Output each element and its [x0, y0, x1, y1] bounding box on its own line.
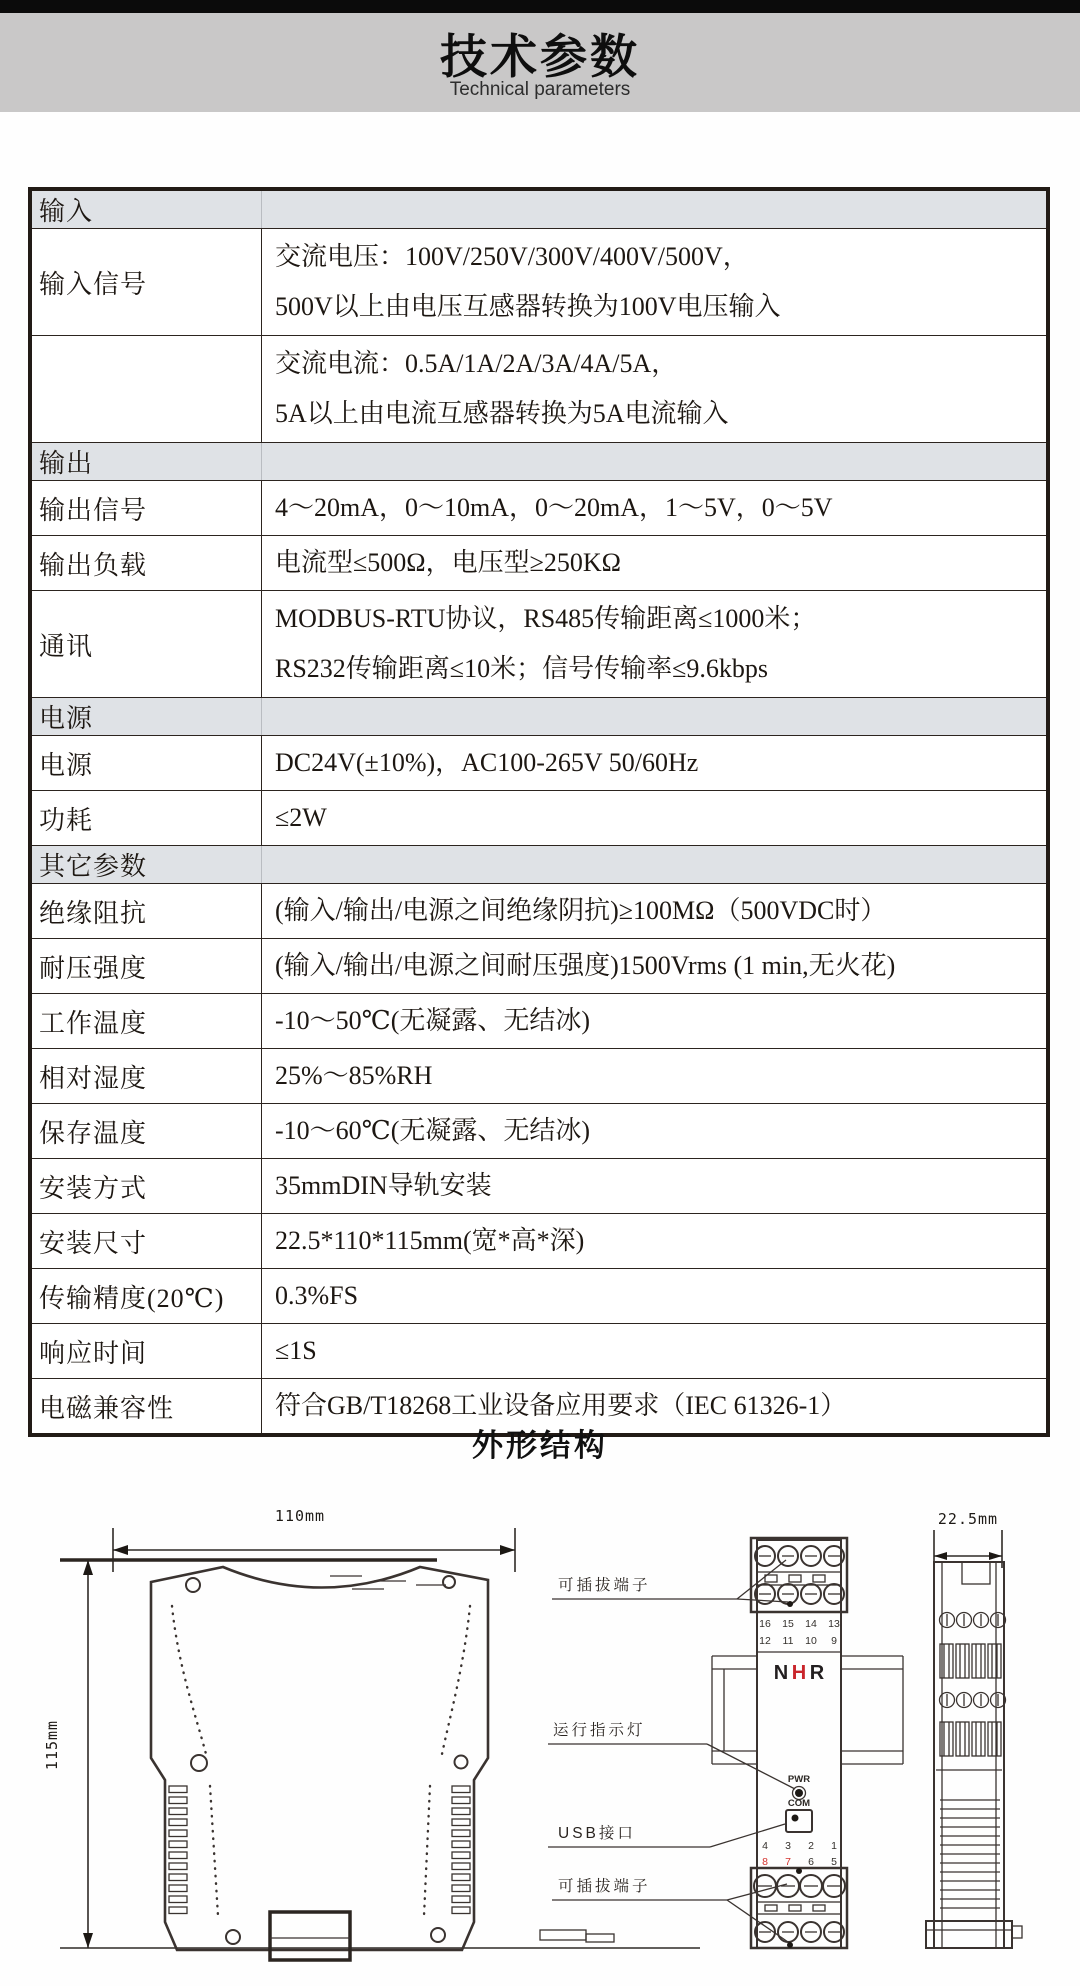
svg-text:6: 6: [808, 1856, 814, 1868]
spec-value: [262, 1049, 1046, 1103]
spec-value-line: -10～60℃(无凝露、无结冰): [275, 1116, 591, 1145]
svg-text:运行指示灯: 运行指示灯: [553, 1722, 646, 1739]
spec-label: 响应时间: [32, 1324, 262, 1378]
svg-text:4: 4: [762, 1840, 768, 1852]
spec-value-line: 5A以上由电流互感器转换为5A电流输入: [275, 399, 729, 428]
spec-value-line: 交流电压：100V/250V/300V/400V/500V，: [275, 242, 749, 271]
terminal-block-bottom: [751, 1868, 847, 1948]
spec-value: [262, 443, 1046, 480]
callout-pluggable-terminal-top: [552, 1560, 788, 1602]
dim-22-5mm-label: 22.5mm: [937, 1510, 999, 1528]
spec-row: [32, 735, 1046, 790]
dim-110mm-label: 110mm: [274, 1507, 326, 1525]
module-narrow-side-view: [926, 1510, 1022, 1948]
spec-value: [262, 1269, 1046, 1323]
spec-value-line: 电流型≤500Ω，电压型≥250KΩ: [275, 548, 621, 577]
spec-value-line: 交流电流：0.5A/1A/2A/3A/4A/5A，: [275, 349, 678, 378]
spec-table: [28, 187, 1050, 1437]
spec-row: [32, 1158, 1046, 1213]
spec-row: [32, 1268, 1046, 1323]
svg-text:16: 16: [759, 1618, 771, 1630]
spec-label: 其它参数: [32, 846, 262, 883]
spec-label: 相对湿度: [32, 1049, 262, 1103]
spec-label: 输出: [32, 443, 262, 480]
logo-letter-r: R: [809, 1662, 825, 1684]
spec-label: 电源: [32, 736, 262, 790]
page-subtitle: Technical parameters: [449, 79, 631, 100]
spec-section-row: [32, 697, 1046, 735]
dim-115mm-label: 115mm: [43, 1719, 61, 1771]
spec-value-line: ≤1S: [275, 1336, 317, 1365]
logo-letter-h: H: [791, 1662, 807, 1684]
spec-label: [32, 336, 262, 442]
svg-text:14: 14: [805, 1618, 817, 1630]
spec-value: [262, 736, 1046, 790]
spec-value-line: 4～20mA，0～10mA，0～20mA，1～5V，0～5V: [275, 493, 833, 522]
spec-label: 安装方式: [32, 1159, 262, 1213]
spec-value-line: -10～50℃(无凝露、无结冰): [275, 1006, 591, 1035]
svg-text:10: 10: [805, 1635, 817, 1647]
svg-text:USB接口: USB接口: [558, 1825, 636, 1842]
top-black-bar: [0, 0, 1080, 13]
spec-value: [262, 481, 1046, 535]
spec-value-line: 符合GB/T18268工业设备应用要求（IEC 61326-1）: [275, 1391, 847, 1420]
usb-port: [786, 1798, 812, 1832]
spec-value-line: 25%～85%RH: [275, 1061, 433, 1090]
callout-pluggable-terminal-bottom: [552, 1876, 788, 1942]
narrow-plug-block2: [940, 1722, 1001, 1756]
spec-value-line: DC24V(±10%)，AC100-265V 50/60Hz: [275, 748, 699, 777]
svg-text:11: 11: [782, 1635, 794, 1647]
spec-label: 输入信号: [32, 229, 262, 335]
spec-value: [262, 1214, 1046, 1268]
spec-value: [262, 939, 1046, 993]
outline-structure-diagram: [0, 1486, 1080, 1986]
svg-text:7: 7: [785, 1856, 791, 1868]
logo-letter-n: N: [773, 1662, 789, 1684]
spec-label: 功耗: [32, 791, 262, 845]
callout-usb-port: [548, 1824, 785, 1847]
spec-row: [32, 938, 1046, 993]
spec-value: [262, 336, 1046, 442]
pwr-label: PWR: [787, 1774, 811, 1785]
spec-row: [32, 1213, 1046, 1268]
svg-text:可插拔端子: 可插拔端子: [558, 1878, 651, 1895]
spec-section-row: [32, 191, 1046, 228]
spec-value: [262, 791, 1046, 845]
module-side-view: [151, 1567, 614, 1960]
spec-label: 电源: [32, 698, 262, 735]
spec-section-row: [32, 442, 1046, 480]
spec-value-line: 35mmDIN导轨安装: [275, 1171, 492, 1200]
spec-value: [262, 191, 1046, 228]
din-rail: [712, 1656, 903, 1764]
spec-row: [32, 335, 1046, 442]
spec-row: [32, 535, 1046, 590]
svg-text:13: 13: [828, 1618, 840, 1630]
spec-value: [262, 1104, 1046, 1158]
terminal-numbers-bottom: [762, 1840, 837, 1868]
spec-label: 电磁兼容性: [32, 1379, 262, 1433]
spec-value-line: (输入/输出/电源之间耐压强度)1500Vrms (1 min,无火花): [275, 951, 896, 980]
spec-label: 输入: [32, 191, 262, 228]
spec-value-line: 22.5*110*115mm(宽*高*深): [275, 1226, 585, 1255]
spec-label: 耐压强度: [32, 939, 262, 993]
svg-text:5: 5: [831, 1856, 837, 1868]
narrow-din-foot: [926, 1921, 1022, 1948]
spec-label: 输出信号: [32, 481, 262, 535]
spec-label: 保存温度: [32, 1104, 262, 1158]
spec-label: 通讯: [32, 591, 262, 697]
side-vents-right: [452, 1786, 470, 1914]
narrow-plug-block1: [940, 1644, 1001, 1678]
page-title: 技术参数: [440, 30, 640, 83]
spec-value-line: ≤2W: [275, 803, 327, 832]
spec-label: 绝缘阻抗: [32, 884, 262, 938]
spec-value: [262, 994, 1046, 1048]
outline-section-title: 外形结构: [472, 1428, 608, 1463]
svg-text:12: 12: [759, 1635, 771, 1647]
spec-row: [32, 590, 1046, 697]
spec-value-line: (输入/输出/电源之间绝缘阴抗)≥100MΩ（500VDC时）: [275, 896, 887, 925]
spec-value: [262, 884, 1046, 938]
terminal-numbers-top: [759, 1618, 840, 1647]
spec-value: [262, 846, 1046, 883]
spec-row: [32, 480, 1046, 535]
spec-value: [262, 591, 1046, 697]
dimension-110mm: [113, 1507, 515, 1572]
spec-row: [32, 1103, 1046, 1158]
spec-value: [262, 1324, 1046, 1378]
spec-value-line: 500V以上由电压互感器转换为100V电压输入: [275, 292, 781, 321]
spec-label: 安装尺寸: [32, 1214, 262, 1268]
spec-value-line: 0.3%FS: [275, 1281, 359, 1310]
svg-text:15: 15: [782, 1618, 794, 1630]
spec-row: [32, 228, 1046, 335]
spec-value: [262, 229, 1046, 335]
spec-row: [32, 883, 1046, 938]
spec-value: [262, 698, 1046, 735]
spec-row: [32, 993, 1046, 1048]
side-vents-left: [169, 1786, 187, 1914]
spec-row: [32, 1323, 1046, 1378]
svg-text:1: 1: [831, 1840, 837, 1852]
spec-value: [262, 536, 1046, 590]
spec-row: [32, 1048, 1046, 1103]
spec-value: [262, 1159, 1046, 1213]
narrow-vent-slats: [940, 1800, 1000, 1908]
spec-label: 输出负载: [32, 536, 262, 590]
svg-text:可插拔端子: 可插拔端子: [558, 1577, 651, 1594]
spec-label: 工作温度: [32, 994, 262, 1048]
spec-value-line: MODBUS-RTU协议，RS485传输距离≤1000米；: [275, 604, 817, 633]
spec-label: 传输精度(20℃): [32, 1269, 262, 1323]
spec-value-line: RS232传输距离≤10米；信号传输率≤9.6kbps: [275, 654, 768, 683]
svg-text:3: 3: [785, 1840, 791, 1852]
com-label: COM: [787, 1798, 811, 1809]
svg-text:2: 2: [808, 1840, 814, 1852]
brand-logo: [774, 1662, 825, 1684]
spec-row: [32, 790, 1046, 845]
svg-text:9: 9: [831, 1635, 837, 1647]
spec-section-row: [32, 845, 1046, 883]
din-clip: [270, 1912, 350, 1960]
svg-text:8: 8: [762, 1856, 768, 1868]
